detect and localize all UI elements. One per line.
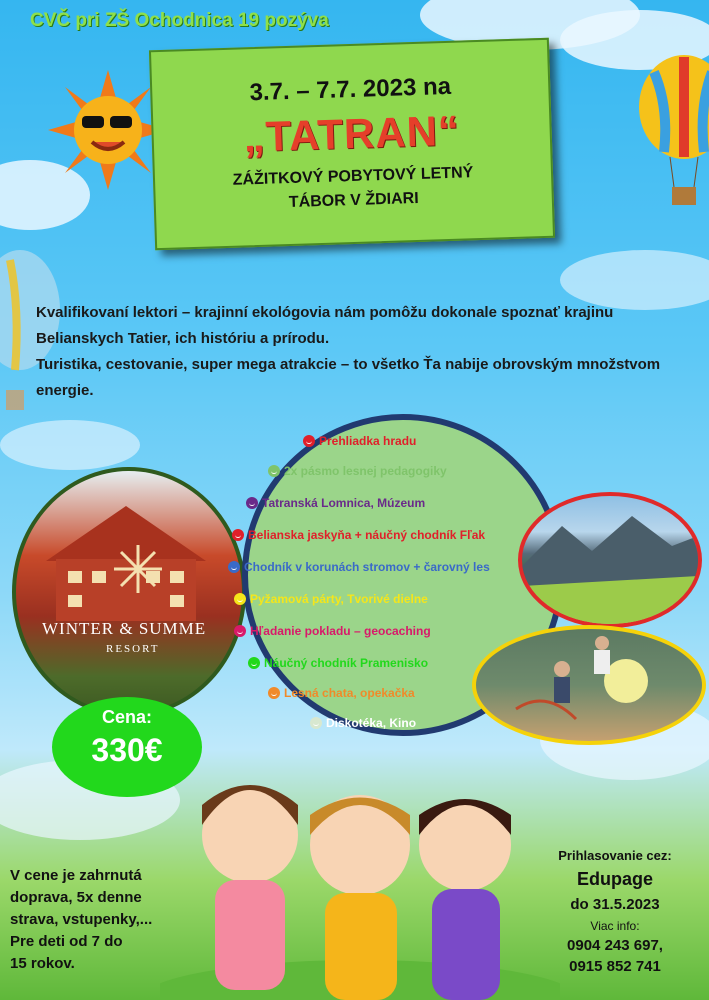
smiley-icon [268, 687, 280, 699]
activity-label: 2x pásmo lesnej pedagogiky [284, 464, 447, 478]
children-illustration [160, 735, 560, 1000]
activity-item [268, 686, 415, 700]
camp-name: „TATRAN“ [242, 106, 461, 161]
price-label: Cena: [101, 707, 152, 727]
intro-paragraph: Turistika, cestovanie, super mega atrakcie – to všetko Ťa nabije obrovským množstvom energie. [36, 356, 661, 399]
activity-label: Prehliadka hradu [319, 434, 417, 448]
activity-label: Tatranská Lomnica, Múzeum [262, 496, 426, 510]
playground-icon [476, 629, 702, 741]
camp-subtitle: ZÁŽITKOVÝ POBYTOVÝ LETNÝ [232, 164, 474, 189]
smiley-icon [228, 561, 240, 573]
camp-dates: 3.7. – 7.7. 2023 na [249, 72, 452, 107]
smiley-icon [248, 657, 260, 669]
activity-item [246, 496, 425, 510]
info-line: doprava, 5x denne [10, 889, 142, 906]
activity-item [234, 592, 428, 606]
smiley-icon [268, 465, 280, 477]
activity-label: Pyžamová párty, Tvorivé dielne [250, 592, 428, 606]
activity-label: Belianska jaskyňa + náučný chodník Fľak [248, 528, 486, 542]
smiley-icon [234, 625, 246, 637]
hot-air-balloon-icon [634, 52, 709, 212]
info-line: strava, vstupenky,... [10, 911, 153, 928]
resort-photo [12, 467, 246, 717]
phone-number: 0904 243 697, [567, 937, 663, 954]
activity-label: Náučný chodník Pramenisko [264, 656, 429, 670]
activity-label: Chodník v korunách stromov + čarovný les [244, 560, 490, 574]
activity-item [228, 560, 490, 574]
registration-method: Edupage [576, 869, 653, 889]
price-includes-info [10, 865, 190, 975]
activity-item [310, 716, 416, 730]
registration-label: Prihlasovanie cez: [558, 848, 672, 863]
smiley-icon [234, 593, 246, 605]
activity-item [232, 528, 485, 542]
info-line: 15 rokov. [10, 955, 75, 972]
snowflake-sun-icon [112, 543, 164, 595]
activity-item [248, 656, 428, 670]
phone-number: 0915 852 741 [569, 958, 661, 975]
mountains-photo [518, 492, 702, 628]
mountains-icon [522, 496, 698, 624]
price-value: 330€ [91, 732, 163, 768]
activity-item [234, 624, 431, 638]
smiley-icon [232, 529, 244, 541]
registration-deadline: do 31.5.2023 [570, 896, 660, 913]
smiley-icon [310, 717, 322, 729]
camp-subtitle: TÁBOR V ŽDIARI [288, 189, 419, 212]
header-invitation: CVČ pri ZŠ Ochodnica 19 pozýva [30, 10, 329, 31]
activity-label: Hľadanie pokladu – geocaching [250, 624, 431, 638]
activity-label: Diskotéka, Kino [326, 716, 417, 730]
info-line: V cene je zahrnutá [10, 867, 142, 884]
intro-text [36, 300, 686, 404]
smiley-icon [246, 497, 258, 509]
resort-name: WINTER & SUMME [42, 619, 207, 638]
more-info-label: Viac info: [590, 919, 640, 933]
smiley-icon [303, 435, 315, 447]
info-line: Pre deti od 7 do [10, 933, 123, 950]
activity-item [303, 434, 416, 448]
title-box [149, 38, 555, 250]
resort-subtitle: RESORT [106, 643, 160, 655]
activity-label: Lesná chata, opekačka [284, 686, 415, 700]
playground-photo [472, 625, 706, 745]
activity-item [268, 464, 447, 478]
intro-paragraph: Kvalifikovaní lektori – krajinní ekológovia nám pomôžu dokonale spoznať krajinu Belianskych Tatier, ich históriu a prírodu. [36, 304, 614, 347]
registration-info [530, 848, 700, 975]
